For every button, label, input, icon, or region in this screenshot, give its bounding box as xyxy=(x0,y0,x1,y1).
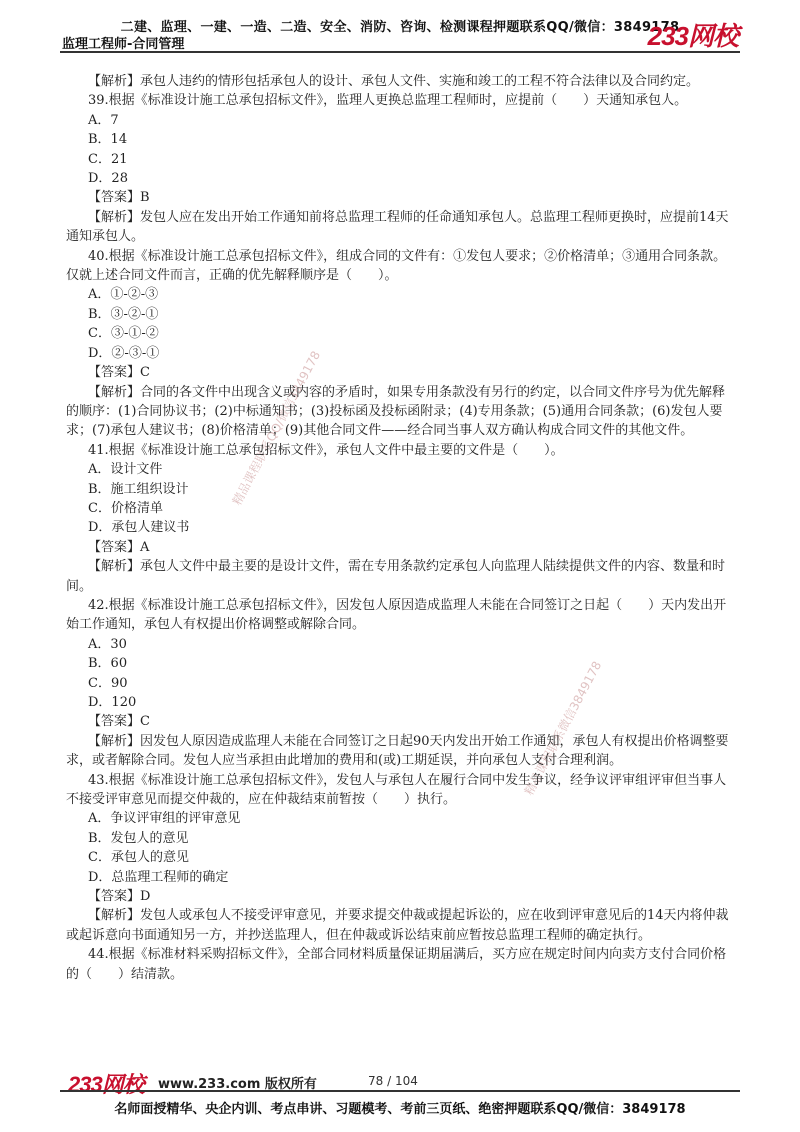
answer-option: D．总监理工程师的确定 xyxy=(88,869,229,885)
text-paragraph: 【解析】承包人文件中最主要的是设计文件，需在专用条款约定承包人向监理人陆续提供文件的内容、数量和时间。 xyxy=(66,559,726,594)
answer-option: B．③-②-① xyxy=(88,306,159,322)
text-paragraph: 44.根据《标准材料采购招标文件》，全部合同材料质量保证期届满后，买方应在规定时间内向卖方支付合同价格的（ ）结清款。 xyxy=(66,947,727,982)
answer-option: B．60 xyxy=(88,656,128,672)
answer-option: B．发包人的意见 xyxy=(88,830,189,846)
footer-copyright: www.233.com 版权所有 xyxy=(158,1077,317,1092)
answer-option: B．14 xyxy=(88,132,128,148)
answer-option: C．承包人的意见 xyxy=(88,850,189,866)
answer-option: C．价格清单 xyxy=(88,500,163,516)
text-paragraph: 【解析】因发包人原因造成监理人未能在合同签订之日起90天内发出开始工作通知，承包人有权提出价格调整要求，或者解除合同。发包人应当承担由此增加的费用和(或)工期延误，并向承包人支付合理利润。 xyxy=(66,733,729,769)
page-number: 78 / 104 xyxy=(368,1074,418,1088)
text-paragraph: 【解析】承包人违约的情形包括承包人的设计、承包人文件、实施和竣工的工程不符合法律以及合同约定。 xyxy=(88,74,700,89)
answer-option: A．7 xyxy=(88,112,119,128)
footer-logo: 233网校 xyxy=(68,1072,144,1097)
answer-option: C．21 xyxy=(88,151,128,167)
answer-option: C．90 xyxy=(88,675,128,691)
text-paragraph: 43.根据《标准设计施工总承包招标文件》，发包人与承包人在履行合同中发生争议，经争议评审组评审但当事人不接受评审意见而提交仲裁的，应在仲裁结束前暂按（ ）执行。 xyxy=(66,772,727,808)
answer-option: A．设计文件 xyxy=(88,462,163,478)
text-paragraph: 40.根据《标准设计施工总承包招标文件》，组成合同的文件有：①发包人要求；②价格清单；③通用合同条款。仅就上述合同文件而言，正确的优先解释顺序是（ ）。 xyxy=(66,248,727,284)
answer-option: A．争议评审组的评审意见 xyxy=(88,811,241,827)
answer-option: B．施工组织设计 xyxy=(88,481,189,497)
answer-option: D．承包人建议书 xyxy=(88,520,190,536)
text-paragraph: 39.根据《标准设计施工总承包招标文件》，监理人更换总监理工程师时，应提前（ ）天通知承包人。 xyxy=(88,93,688,109)
answer-option: D．28 xyxy=(88,171,128,187)
text-paragraph: 42.根据《标准设计施工总承包招标文件》，因发包人原因造成监理人未能在合同签订之日起（ ）天内发出开始工作通知，承包人有权提出价格调整或解除合同。 xyxy=(66,597,727,633)
footer-divider xyxy=(60,1090,740,1092)
answer-option: D．②-③-① xyxy=(88,345,160,361)
text-paragraph: 【答案】C xyxy=(88,714,150,730)
footer-promo-line: 名师面授精华、央企内训、考点串讲、习题模考、考前三页纸、绝密押题联系QQ/微信：3849178 xyxy=(114,1102,686,1117)
watermark: 精品课程联系QQ/微信3849178 xyxy=(229,348,324,508)
text-paragraph: 【答案】A xyxy=(88,539,150,555)
answer-option: A．①-②-③ xyxy=(88,287,159,303)
header-divider xyxy=(60,51,740,53)
header-subtitle: 监理工程师-合同管理 xyxy=(62,37,185,52)
text-paragraph: 【答案】C xyxy=(88,365,150,381)
answer-option: C．③-①-② xyxy=(88,326,159,342)
answer-option: A．30 xyxy=(88,636,127,652)
brand-logo: 233网校 xyxy=(647,21,738,51)
text-paragraph: 【解析】发包人或承包人不接受评审意见，并要求提交仲裁或提起诉讼的，应在收到评审意见后的14天内将仲裁或起诉意向书面通知另一方，并抄送监理人，但在仲裁或诉讼结束前应暂按总监理工程师的确定执行。 xyxy=(66,908,729,943)
watermark: 精品课程联系微信3849178 xyxy=(521,658,605,798)
text-paragraph: 【答案】B xyxy=(88,190,150,206)
document-body xyxy=(66,72,732,984)
text-paragraph: 【解析】合同的各文件中出现含义或内容的矛盾时，如果专用条款没有另行的约定，以合同文件序号为优先解释的顺序：(1)合同协议书；(2)中标通知书；(3)投标函及投标函附录；(4)专用条款；(5)通用合同条款；(6)发包人要求；(7)承包人建议书；(8)价格清单；(9)其他合同文件——经合同当事人双方确认构成合同文件的其他文件。 xyxy=(66,384,726,439)
text-paragraph: 41.根据《标准设计施工总承包招标文件》，承包人文件中最主要的文件是（ ）。 xyxy=(88,442,564,458)
header-promo-line: 二建、监理、一建、一造、二造、安全、消防、咨询、检测课程押题联系QQ/微信：3849178 xyxy=(120,20,680,35)
text-paragraph: 【解析】发包人应在发出开始工作通知前将总监理工程师的任命通知承包人。总监理工程师更换时，应提前14天通知承包人。 xyxy=(66,209,729,245)
answer-option: D．120 xyxy=(88,695,137,710)
text-paragraph: 【答案】D xyxy=(88,889,151,905)
